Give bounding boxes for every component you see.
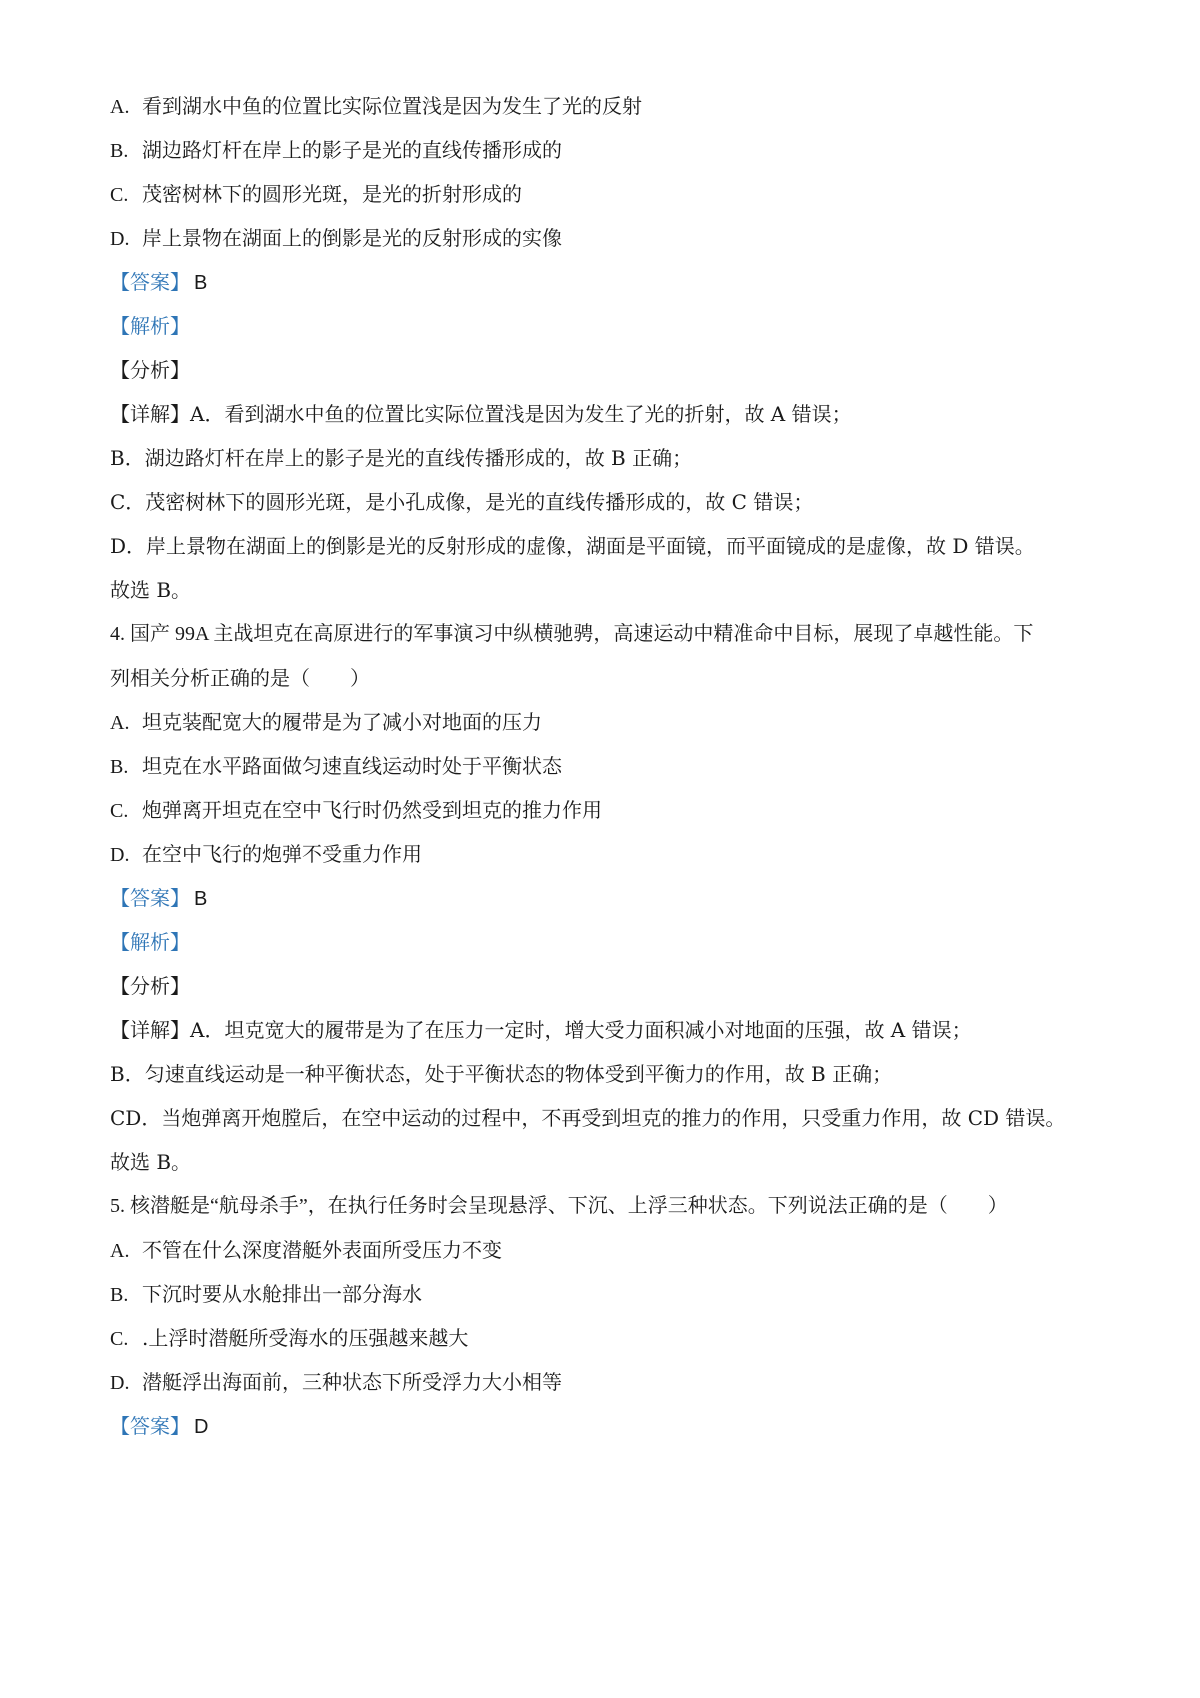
q4-detail-line: B．匀速直线运动是一种平衡状态，处于平衡状态的物体受到平衡力的作用，故 B 正确； <box>110 1062 893 1086</box>
option-text: .上浮时潜艇所受海水的压强越来越大 <box>142 1326 469 1350</box>
q3-detail-line: 【详解】A．看到湖水中鱼的位置比实际位置浅是因为发生了光的折射，故 A 错误； <box>110 402 852 426</box>
option-letter: C. <box>110 800 129 822</box>
q3-fenxi <box>110 356 1110 384</box>
q5-option-c <box>110 1324 1110 1353</box>
q3-analysis <box>110 312 1110 340</box>
q3-option-b <box>110 136 1110 165</box>
option-letter: D. <box>110 1372 130 1394</box>
q3-option-a <box>110 92 1110 121</box>
option-text: 炮弹离开坦克在空中飞行时仍然受到坦克的推力作用 <box>142 798 602 822</box>
q3-answer <box>110 268 1110 297</box>
option-text: 下沉时要从水舱排出一部分海水 <box>142 1282 422 1306</box>
option-text: 湖边路灯杆在岸上的影子是光的直线传播形成的 <box>142 138 562 162</box>
q4-stem-line1: 4. 国产 99A 主战坦克在高原进行的军事演习中纵横驰骋，高速运动中精准命中目标，展现了卓越性能。下 <box>110 623 1034 645</box>
option-text: 岸上景物在湖面上的倒影是光的反射形成的实像 <box>142 226 562 250</box>
option-text: 茂密树林下的圆形光斑，是光的折射形成的 <box>142 182 522 206</box>
option-text: 看到湖水中鱼的位置比实际位置浅是因为发生了光的反射 <box>142 94 642 118</box>
option-letter: C. <box>110 184 129 206</box>
fenxi-label: 【分析】 <box>110 358 190 382</box>
answer-value: B <box>194 272 208 294</box>
q4-stem-line2: 列相关分析正确的是（ ） <box>110 666 370 690</box>
q5-option-d <box>110 1368 1110 1397</box>
q3-detail-line: B．湖边路灯杆在岸上的影子是光的直线传播形成的，故 B 正确； <box>110 446 693 470</box>
answer-label: 【答案】 <box>110 270 190 294</box>
option-letter: D. <box>110 228 130 250</box>
answer-value: B <box>194 888 208 910</box>
q4-analysis <box>110 928 1110 956</box>
q4-option-a <box>110 708 1110 737</box>
option-letter: B. <box>110 1284 129 1306</box>
q4-detail-line: CD．当炮弹离开炮膛后，在空中运动的过程中，不再受到坦克的推力的作用，只受重力作用，故 CD 错误。 <box>110 1106 1066 1130</box>
q4-option-c <box>110 796 1110 825</box>
q5-option-a <box>110 1236 1110 1265</box>
q5-answer <box>110 1412 1110 1441</box>
q3-detail-line: C．茂密树林下的圆形光斑，是小孔成像，是光的直线传播形成的，故 C 错误； <box>110 490 814 514</box>
option-text: 坦克在水平路面做匀速直线运动时处于平衡状态 <box>142 754 562 778</box>
q3-detail-line: D．岸上景物在湖面上的倒影是光的反射形成的虚像，湖面是平面镜，而平面镜成的是虚像，故 D 错误。 <box>110 534 1035 558</box>
option-text: 不管在什么深度潜艇外表面所受压力不变 <box>142 1238 502 1262</box>
q5-stem: 5. 核潜艇是“航母杀手”，在执行任务时会呈现悬浮、下沉、上浮三种状态。下列说法正确的是（ ） <box>110 1195 1008 1217</box>
answer-label: 【答案】 <box>110 1414 190 1438</box>
option-letter: B. <box>110 140 129 162</box>
option-text: 在空中飞行的炮弹不受重力作用 <box>142 842 422 866</box>
option-text: 潜艇浮出海面前，三种状态下所受浮力大小相等 <box>142 1370 562 1394</box>
option-letter: B. <box>110 756 129 778</box>
analysis-label: 【解析】 <box>110 930 190 954</box>
answer-label: 【答案】 <box>110 886 190 910</box>
q3-option-d <box>110 224 1110 253</box>
answer-value: D <box>194 1416 209 1438</box>
option-letter: D. <box>110 844 130 866</box>
option-letter: A. <box>110 1240 130 1262</box>
q4-answer <box>110 884 1110 913</box>
option-text: 坦克装配宽大的履带是为了减小对地面的压力 <box>142 710 542 734</box>
q4-option-d <box>110 840 1110 869</box>
option-letter: C. <box>110 1328 129 1350</box>
q5-option-b <box>110 1280 1110 1309</box>
q3-conclusion: 故选 B。 <box>110 578 192 602</box>
q4-option-b <box>110 752 1110 781</box>
option-letter: A. <box>110 96 130 118</box>
option-letter: A. <box>110 712 130 734</box>
q4-fenxi <box>110 972 1110 1000</box>
fenxi-label: 【分析】 <box>110 974 190 998</box>
analysis-label: 【解析】 <box>110 314 190 338</box>
q3-option-c <box>110 180 1110 209</box>
q4-conclusion: 故选 B。 <box>110 1150 192 1174</box>
q4-detail-line: 【详解】A．坦克宽大的履带是为了在压力一定时，增大受力面积减小对地面的压强，故 A 错误； <box>110 1018 972 1042</box>
